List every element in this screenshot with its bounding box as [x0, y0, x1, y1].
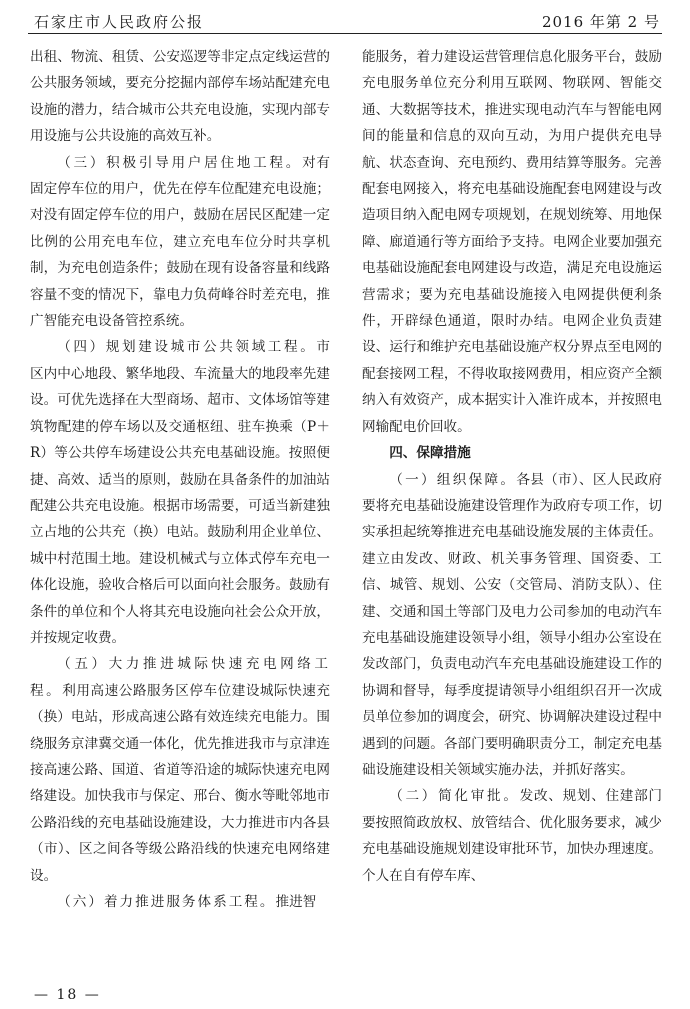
- section-4-lead: （四）规划建设城市公共领域工程。: [57, 339, 317, 356]
- measure-2-text: 发改、规划、住建部门要按照简政放权、放管结合、优化服务要求，减少充电基础设施规划建设审批环节，加快办理速度。个人在自有停车库、: [362, 788, 663, 884]
- section-3-text: 对有固定停车位的用户，优先在停车位配建充电设施；对没有固定停车位的用户，鼓励在居民区配建一定比例的公用充电车位，建立充电车位分时共享机制，为充电创造条件；鼓励在现有设备容量和线路容量不变的情况下，靠电力负荷峰谷时差充电，推广智能充电设备管控系统。: [30, 154, 331, 330]
- publication-title: 石家庄市人民政府公报: [34, 13, 205, 31]
- measure-1: [362, 467, 662, 784]
- section-heading: 四、保障措施: [389, 445, 471, 462]
- issue-label: 2016 年第 2 号: [541, 13, 660, 31]
- measure-2: [362, 783, 662, 889]
- measure-1-lead: （一）组织保障。: [389, 471, 517, 488]
- section-3-lead: （三）积极引导用户居住地工程。: [57, 154, 303, 171]
- section-6-text: 推进智: [275, 894, 317, 910]
- page-number: — 18 —: [34, 987, 101, 1003]
- measure-1-text: 各县（市）、区人民政府要将充电基础设施建设管理作为政府专项工作，切实承担起统筹推进充电基础设施发展的主体责任。建立由发改、财政、机关事务管理、国资委、工信、城管、规划、公安（交管局、消防支队）、住建、交通和国土等部门及电力公司参加的电动汽车充电基础设施建设领导小组，领导小组办公室设在发改部门，负责电动汽车充电基础设施建设工作的协调和督导，每季度提请领导小组组织召开一次成员单位参加的调度会，研究、协调解决建设过程中遇到的问题。各部门要明确职责分工，制定充电基础设施建设相关领域实施办法，并抓好落实。: [362, 471, 663, 778]
- page-header: [28, 11, 662, 34]
- section-6-lead: （六）着力推进服务体系工程。: [57, 894, 276, 910]
- right-column: [362, 44, 662, 889]
- paragraph: 能服务，着力建设运营管理信息化服务平台，鼓励充电服务单位充分利用互联网、物联网、智能交通、大数据等技术，推进实现电动汽车与智能电网间的能量和信息的双向互动，为用户提供充电导航、状态查询、充电预约、费用结算等服务。完善配套电网接入，将充电基础设施配套电网建设与改造项目纳入配电网专项规划，在规划统筹、用地保障、廊道通行等方面给予支持。电网企业要加强充电基础设施配套电网建设与改造，满足充电设施运营需求；要为充电基础设施接入电网提供便利条件，开辟绿色通道，限时办结。电网企业负责建设、运行和维护充电基础设施产权分界点至电网的配套接网工程，不得收取接网费用，相应资产全额纳入有效资产，成本据实计入准许成本，并按照电网输配电价回收。: [362, 49, 662, 435]
- section-5-lead: （五）大力推进城际快速充电网络工程。: [30, 656, 330, 699]
- section-5: [30, 651, 330, 889]
- section-3: [30, 150, 330, 335]
- paragraph: 出租、物流、租赁、公安巡逻等非定点定线运营的公共服务领域，要充分挖掘内部停车场站配建充电设施的潜力，结合城市公共充电设施，实现内部专用设施与公共设施的高效互补。: [30, 49, 330, 145]
- section-4: [30, 334, 330, 651]
- section-5-text: 利用高速公路服务区停车位建设城际快速充（换）电站，形成高速公路有效连续充电能力。围绕服务京津冀交通一体化，优先推进我市与京津连接高速公路、国道、省道等沿途的城际快速充电网络建设。加快我市与保定、邢台、衡水等毗邻地市公路沿线的充电基础设施建设，大力推进市内各县（市）、区之间各等级公路沿线的快速充电网络建设。: [30, 682, 331, 884]
- section-6: [30, 889, 330, 915]
- section-4-text: 市区内中心地段、繁华地段、车流量大的地段率先建设。可优先选择在大型商场、超市、文体场馆等建筑物配建的停车场以及交通枢纽、驻车换乘（P＋R）等公共停车场建设公共充电基础设施。按照便捷、高效、适当的原则，鼓励在具备条件的加油站配建公共充电设施。根据市场需要，可适当新建独立占地的公共充（换）电站。鼓励利用企业单位、城中村范围土地。建设机械式与立体式停车充电一体化设施，验收合格后可以面向社会服务。鼓励有条件的单位和个人将其充电设施向社会公众开放，并按规定收费。: [30, 339, 330, 646]
- left-column: [30, 44, 330, 915]
- measure-2-lead: （二）简化审批。: [389, 788, 520, 805]
